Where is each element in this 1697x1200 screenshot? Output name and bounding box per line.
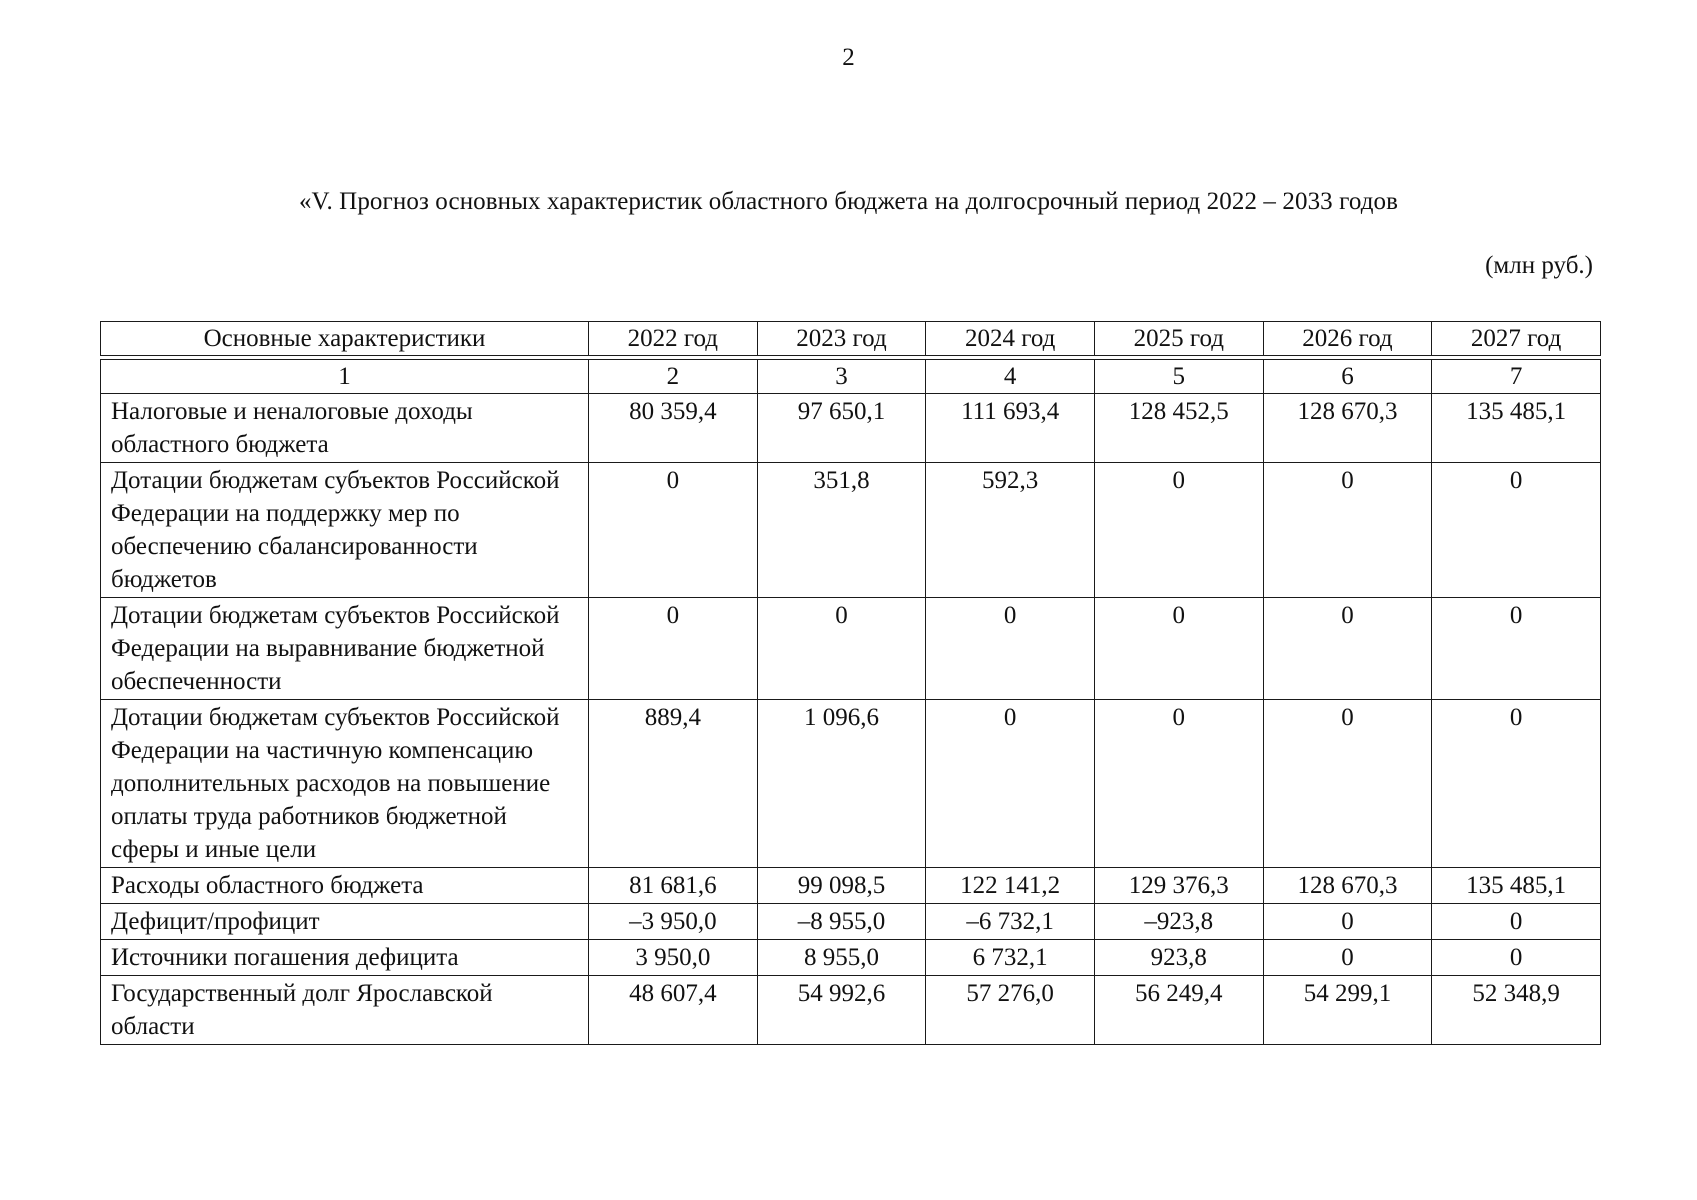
- table-row: [101, 976, 1601, 1045]
- cell-value: 0: [1432, 598, 1601, 700]
- table-row: [101, 904, 1601, 940]
- cell-value: 57 276,0: [926, 976, 1095, 1045]
- page-number: 2: [842, 44, 855, 71]
- table-header-row: [101, 322, 1601, 356]
- row-label: Налоговые и неналоговые доходы областного бюджета: [101, 394, 589, 463]
- column-header: 2023 год: [757, 322, 926, 356]
- column-number: 2: [589, 360, 758, 394]
- cell-value: 0: [1094, 700, 1263, 868]
- cell-value: 0: [1432, 463, 1601, 598]
- units-note: (млн руб.): [1485, 252, 1593, 279]
- row-label: Дотации бюджетам субъектов Российской Федерации на поддержку мер по обеспечению сбалансированности бюджетов: [101, 463, 589, 598]
- cell-value: 54 992,6: [757, 976, 926, 1045]
- cell-value: 48 607,4: [589, 976, 758, 1045]
- cell-value: 0: [1263, 463, 1432, 598]
- column-number: 7: [1432, 360, 1601, 394]
- row-label: Дефицит/профицит: [101, 904, 589, 940]
- cell-value: –8 955,0: [757, 904, 926, 940]
- table-row: [101, 700, 1601, 868]
- column-numbering-row: [101, 360, 1601, 394]
- cell-value: 0: [1263, 700, 1432, 868]
- cell-value: 0: [1432, 904, 1601, 940]
- cell-value: 80 359,4: [589, 394, 758, 463]
- cell-value: 128 452,5: [1094, 394, 1263, 463]
- cell-value: 97 650,1: [757, 394, 926, 463]
- column-number: 5: [1094, 360, 1263, 394]
- cell-value: 351,8: [757, 463, 926, 598]
- cell-value: 52 348,9: [1432, 976, 1601, 1045]
- table-row: [101, 463, 1601, 598]
- cell-value: 0: [1263, 940, 1432, 976]
- cell-value: 135 485,1: [1432, 868, 1601, 904]
- column-header: 2025 год: [1094, 322, 1263, 356]
- cell-value: 3 950,0: [589, 940, 758, 976]
- row-label: Расходы областного бюджета: [101, 868, 589, 904]
- document-title: «V. Прогноз основных характеристик областного бюджета на долгосрочный период 2022 – 2033 годов: [298, 188, 1399, 215]
- cell-value: 592,3: [926, 463, 1095, 598]
- cell-value: 0: [926, 598, 1095, 700]
- budget-forecast-table: [100, 321, 1601, 1045]
- cell-value: 99 098,5: [757, 868, 926, 904]
- cell-value: –6 732,1: [926, 904, 1095, 940]
- cell-value: 0: [1094, 463, 1263, 598]
- cell-value: 0: [1432, 940, 1601, 976]
- table-row: [101, 394, 1601, 463]
- cell-value: 122 141,2: [926, 868, 1095, 904]
- column-header: 2024 год: [926, 322, 1095, 356]
- cell-value: 6 732,1: [926, 940, 1095, 976]
- row-label: Государственный долг Ярославской области: [101, 976, 589, 1045]
- table-row: [101, 598, 1601, 700]
- cell-value: 56 249,4: [1094, 976, 1263, 1045]
- cell-value: 111 693,4: [926, 394, 1095, 463]
- cell-value: 81 681,6: [589, 868, 758, 904]
- column-header: 2022 год: [589, 322, 758, 356]
- column-number: 4: [926, 360, 1095, 394]
- cell-value: 1 096,6: [757, 700, 926, 868]
- cell-value: 0: [1263, 904, 1432, 940]
- table-row: [101, 940, 1601, 976]
- row-label: Дотации бюджетам субъектов Российской Федерации на частичную компенсацию дополнительных расходов на повышение оплаты труда работников бюджетной сферы и иные цели: [101, 700, 589, 868]
- cell-value: 0: [757, 598, 926, 700]
- cell-value: 0: [1263, 598, 1432, 700]
- cell-value: 128 670,3: [1263, 868, 1432, 904]
- cell-value: 128 670,3: [1263, 394, 1432, 463]
- column-header: 2027 год: [1432, 322, 1601, 356]
- cell-value: 0: [589, 463, 758, 598]
- cell-value: 0: [1432, 700, 1601, 868]
- cell-value: 0: [926, 700, 1095, 868]
- column-number: 1: [101, 360, 589, 394]
- table-row: [101, 868, 1601, 904]
- cell-value: 889,4: [589, 700, 758, 868]
- row-label: Дотации бюджетам субъектов Российской Федерации на выравнивание бюджетной обеспеченности: [101, 598, 589, 700]
- cell-value: 8 955,0: [757, 940, 926, 976]
- cell-value: 135 485,1: [1432, 394, 1601, 463]
- cell-value: –3 950,0: [589, 904, 758, 940]
- row-label: Источники погашения дефицита: [101, 940, 589, 976]
- column-number: 6: [1263, 360, 1432, 394]
- cell-value: 0: [1094, 598, 1263, 700]
- cell-value: –923,8: [1094, 904, 1263, 940]
- column-number: 3: [757, 360, 926, 394]
- cell-value: 129 376,3: [1094, 868, 1263, 904]
- cell-value: 923,8: [1094, 940, 1263, 976]
- column-header: 2026 год: [1263, 322, 1432, 356]
- cell-value: 0: [589, 598, 758, 700]
- column-header: Основные характеристики: [101, 322, 589, 356]
- cell-value: 54 299,1: [1263, 976, 1432, 1045]
